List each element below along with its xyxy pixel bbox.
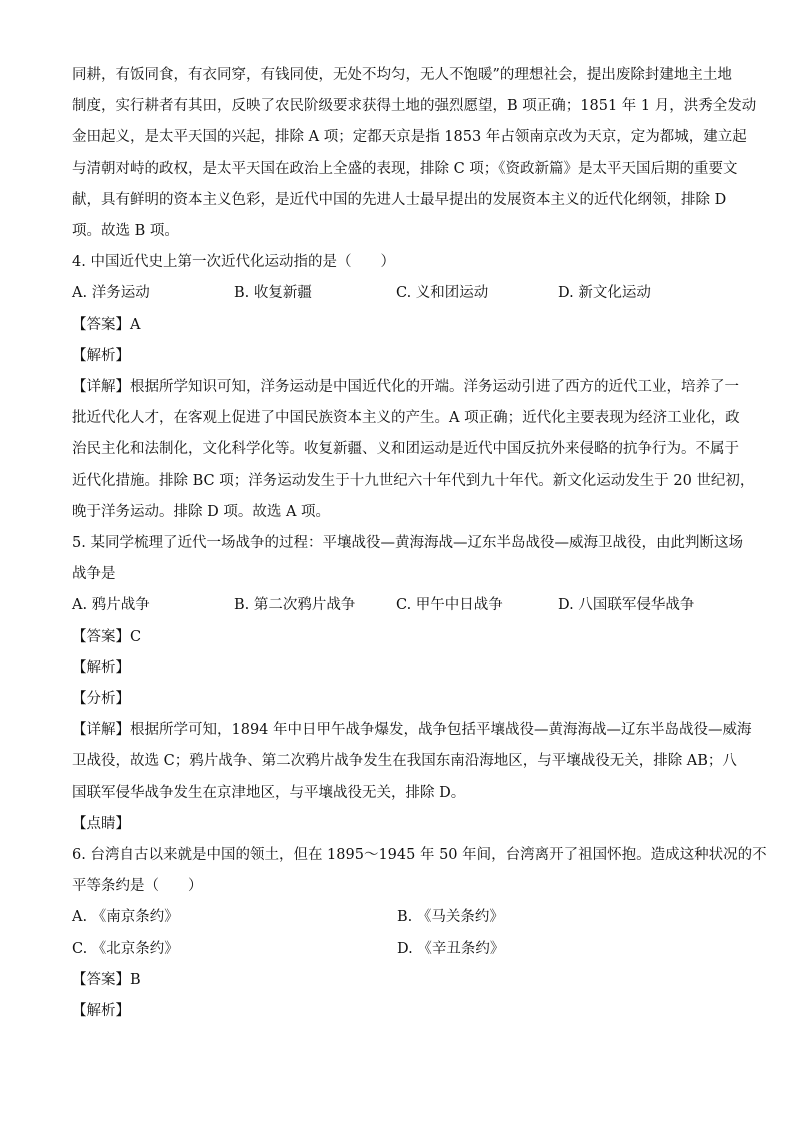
- text-line: 近代化措施。排除 BC 项；洋务运动发生于十九世纪六十年代到九十年代。新文化运动发生于 20 世纪初，: [72, 472, 755, 489]
- text-line: 金田起义，是太平天国的兴起，排除 A 项；定都天京是指 1853 年占领南京改为天京，定为都城，建立起: [72, 129, 747, 146]
- option-c: C. 甲午中日战争: [396, 597, 503, 614]
- analysis-label: 【解析】: [72, 347, 130, 364]
- question-5-detail: [72, 715, 752, 809]
- question-5-stem: [72, 528, 743, 590]
- text-line: 项。故选 B 项。: [72, 223, 179, 240]
- q3-explanation: [72, 60, 757, 247]
- text-line: 卫战役，故选 C；鸦片战争、第二次鸦片战争发生在我国东南沿海地区，与平壤战役无关，排除 AB；八: [72, 753, 737, 770]
- option-b: B. 收复新疆: [234, 285, 312, 302]
- option-d: D. 《辛丑条约》: [397, 940, 505, 957]
- text-line: 战争是: [72, 566, 116, 583]
- text-line: 与清朝对峙的政权，是太平天国在政治上全盛的表现，排除 C 项；《资政新篇》是太平天国后期的重要文: [72, 160, 738, 177]
- text-line: 【详解】根据所学可知，1894 年中日甲午战争爆发，战争包括平壤战役—黄海海战—辽东半岛战役—威海: [72, 722, 752, 739]
- text-line: 治民主化和法制化，文化科学化等。收复新疆、义和团运动是近代中国反抗外来侵略的抗争行为。不属于: [72, 441, 739, 458]
- text-line: 制度，实行耕者有其田，反映了农民阶级要求获得土地的强烈愿望，B 项正确；1851 年 1 月，洪秀全发动: [72, 98, 757, 115]
- answer-label: 【答案】C: [72, 628, 142, 645]
- question-5-options: [72, 590, 722, 621]
- option-a: A. 《南京条约》: [72, 909, 179, 926]
- option-d: D. 八国联军侵华战争: [558, 597, 695, 614]
- text-line: 国联军侵华战争发生在京津地区，与平壤战役无关，排除 D。: [72, 784, 466, 801]
- answer-label: 【答案】A: [72, 316, 141, 333]
- option-a: A. 洋务运动: [72, 285, 150, 302]
- option-b: B. 第二次鸦片战争: [234, 597, 356, 614]
- option-b: B. 《马关条约》: [397, 909, 504, 926]
- text-line: 6. 台湾自古以来就是中国的领土，但在 1895～1945 年 50 年间，台湾离开了祖国怀抱。造成这种状况的不: [72, 847, 767, 864]
- question-6-stem: [72, 840, 767, 902]
- text-line: 平等条约是（ ）: [72, 878, 203, 895]
- question-4-stem: [72, 247, 722, 278]
- question-4-options: [72, 278, 722, 309]
- text-line: 4. 中国近代史上第一次近代化运动指的是（ ）: [72, 254, 395, 271]
- text-line: 批近代化人才，在客观上促进了中国民族资本主义的产生。A 项正确；近代化主要表现为经济工业化，政: [72, 410, 740, 427]
- option-d: D. 新文化运动: [558, 285, 651, 302]
- question-4-detail: [72, 372, 755, 528]
- question-6-options-row-1: [72, 902, 722, 933]
- option-c: C. 《北京条约》: [72, 940, 179, 957]
- text-line: 晚于洋务运动。排除 D 项。故选 A 项。: [72, 503, 331, 520]
- dianjing-label: 【点睛】: [72, 815, 130, 832]
- text-line: 同耕，有饭同食，有衣同穿，有钱同使，无处不均匀，无人不饱暖”的理想社会，提出废除封建地主土地: [72, 67, 732, 83]
- option-c: C. 义和团运动: [396, 285, 489, 302]
- answer-label: 【答案】B: [72, 971, 141, 988]
- option-a: A. 鸦片战争: [72, 597, 150, 614]
- document-page: [72, 60, 767, 1027]
- text-line: 5. 某同学梳理了近代一场战争的过程：平壤战役—黄海海战—辽东半岛战役—威海卫战役，由此判断这场: [72, 535, 743, 552]
- fenxi-label: 【分析】: [72, 691, 130, 708]
- text-line: 【详解】根据所学知识可知，洋务运动是中国近代化的开端。洋务运动引进了西方的近代工业，培养了一: [72, 379, 739, 396]
- analysis-label: 【解析】: [72, 659, 130, 676]
- analysis-label: 【解析】: [72, 1003, 130, 1020]
- question-6-options-row-2: [72, 934, 722, 965]
- text-line: 献，具有鲜明的资本主义色彩，是近代中国的先进人士最早提出的发展资本主义的近代化纲领，排除 D: [72, 191, 727, 208]
